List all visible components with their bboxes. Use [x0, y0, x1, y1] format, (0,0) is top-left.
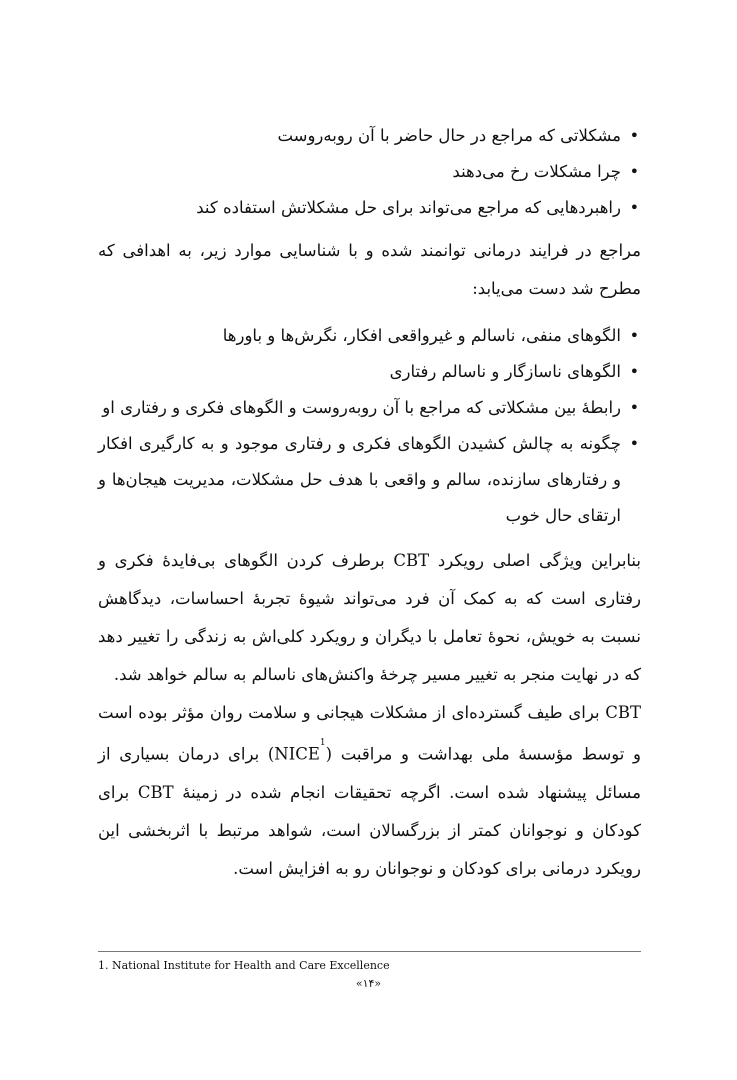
paragraph-text: ) برای درمان بسیاری از مسائل پیشنهاد شده است. اگرچه تحقیقات انجام شده در زمینهٔ CBT برای کودکان و نوجوانان کمتر از بزرگسالان است، شواهد مرتبط با اثربخشی این رویکرد درمانی برای کودکان و نوجوانان رو به افزایش است. — [98, 744, 641, 878]
page-body — [98, 118, 641, 888]
paragraph-cbt-feature: بنابراین ویژگی اصلی رویکرد CBT برطرف کردن الگوهای بی‌فایدهٔ فکری و رفتاری است که به کمک آن فرد می‌تواند شیوهٔ تجربهٔ احساسات، دیدگاهش نسبت به خویش، نحوهٔ تعامل با دیگران و رویکرد کلی‌اش به زندگی را تغییر دهد که در نهایت منجر به تغییر مسیر چرخهٔ واکنش‌های ناسالم به سالم خواهد شد. — [98, 551, 642, 684]
paragraph-intro-goals: مراجع در فرایند درمانی توانمند شده و با شناسایی موارد زیر، به اهدافی که مطرح شد دست می‌یابد: — [98, 241, 641, 298]
list-item: • مشکلاتی که مراجع در حال حاضر با آن روبه‌روست — [98, 118, 641, 154]
bullet-list-patterns — [98, 318, 641, 534]
list-item: • الگوهای منفی، ناسالم و غیرواقعی افکار، نگرش‌ها و باورها — [98, 318, 641, 354]
page-number: «۱۴» — [355, 977, 382, 990]
bullet-list-problems — [98, 118, 641, 226]
list-item: • چگونه به چالش کشیدن الگوهای فکری و رفتاری موجود و به کارگیری افکار و رفتارهای سازنده، سالم و واقعی با هدف حل مشکلات، مدیریت هیجان‌ها و ارتقای حال خوب — [98, 426, 641, 534]
paragraph-text: CBT برای طیف گسترده‌ای از مشکلات هیجانی و سلامت روان مؤثر بوده است و توسط مؤسسهٔ ملی بهداشت و مراقبت (NICE — [98, 703, 642, 764]
list-item: • راهبردهایی که مراجع می‌تواند برای حل مشکلاتش استفاده کند — [98, 190, 641, 226]
list-item: • چرا مشکلات رخ می‌دهند — [98, 154, 641, 190]
list-item: • رابطهٔ بین مشکلاتی که مراجع با آن روبه‌روست و الگوهای فکری و رفتاری او — [98, 390, 641, 426]
paragraph-cbt-evidence — [98, 694, 641, 888]
footnote-reference: 1 — [319, 738, 326, 748]
footnote-divider — [98, 951, 641, 952]
footnote: 1. National Institute for Health and Care Excellence — [98, 959, 390, 972]
list-item: • الگوهای ناسازگار و ناسالم رفتاری — [98, 354, 641, 390]
